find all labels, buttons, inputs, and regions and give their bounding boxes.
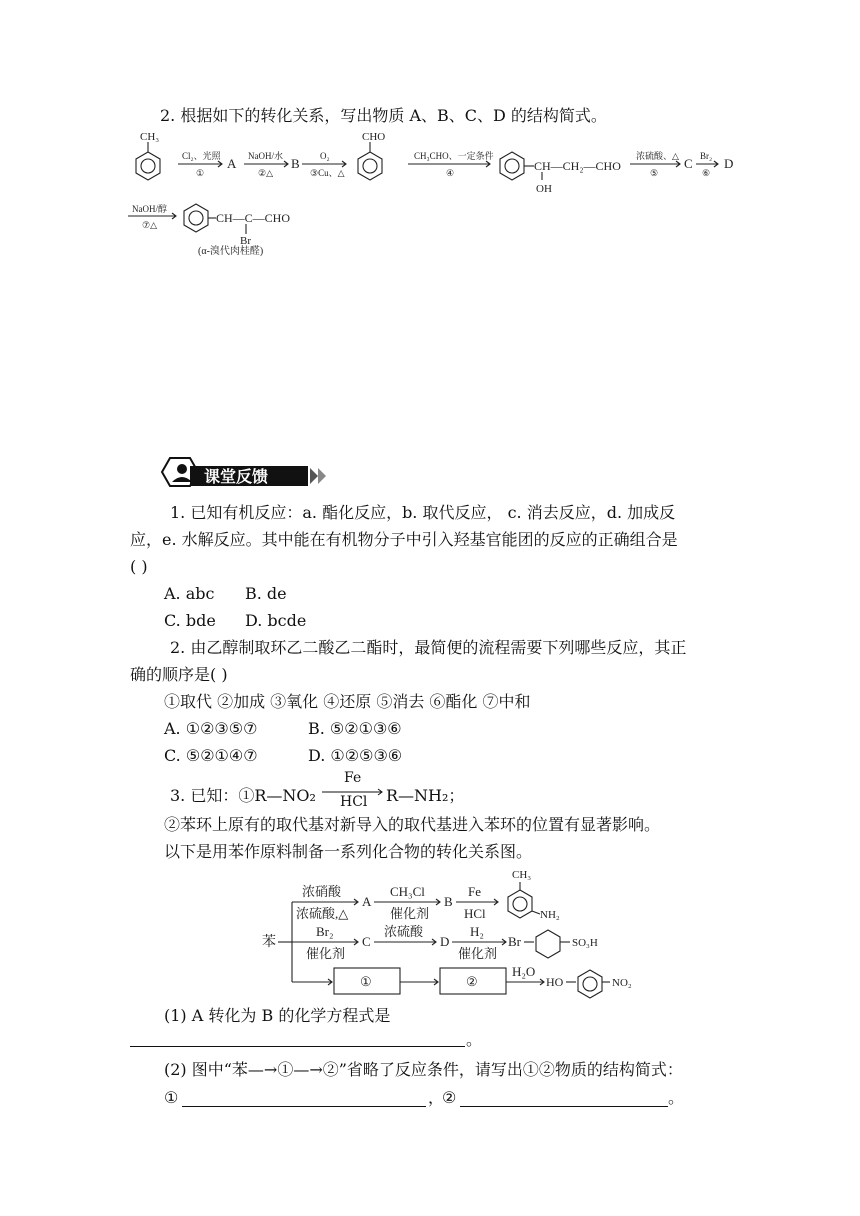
fq1-line1: 1. 已知有机反应：a. 酯化反应，b. 取代反应， c. 消去反应，d. 加成反 [170,503,676,522]
svg-text:④: ④ [446,168,455,178]
svg-text:A: A [362,894,372,909]
phenyl-ring-icon [500,152,524,180]
svg-text:C: C [684,156,693,171]
svg-text:⑦△: ⑦△ [142,220,157,230]
fq3-known-suffix: R—NH₂； [386,786,465,805]
svg-text:SO₃H: SO₃H [572,937,598,949]
svg-text:NaOH/醇: NaOH/醇 [132,204,167,214]
svg-text:②: ② [466,974,478,989]
feedback-title: 课堂反馈 [204,467,269,486]
svg-text:催化剂: 催化剂 [458,946,498,961]
cyclohexane-ring-icon [536,930,560,958]
svg-text:苯: 苯 [262,935,276,950]
svg-text:D: D [440,934,450,949]
fq3-known2: ②苯环上原有的取代基对新导入的取代基进入苯环的位置有显著影响。 [164,815,661,834]
svg-text:CHO: CHO [362,131,386,143]
fq3-blank1-label: ① [164,1088,179,1107]
svg-text:Br: Br [240,235,251,247]
fq2-reactions: ①取代 ②加成 ③氧化 ④还原 ⑤消去 ⑥酯化 ⑦中和 [164,692,531,711]
benzaldehyde-ring-icon [358,152,382,180]
svg-text:Br₂: Br₂ [316,924,334,939]
svg-text:B: B [444,894,453,909]
fq1-line2: 应，e. 水解反应。其中能在有机物分子中引入羟基官能团的反应的正确组合是 [130,530,678,549]
svg-text:Cl₂、光照: Cl₂、光照 [182,151,221,161]
fq3-fe-label: Fe [344,770,362,786]
svg-text:Fe: Fe [468,884,481,899]
fq3-period: 。 [466,1030,483,1049]
svg-text:CH₃: CH₃ [512,869,532,881]
svg-text:Br₂: Br₂ [700,151,713,161]
svg-text:⑤: ⑤ [650,168,659,178]
toluidine-ring-icon [508,890,532,918]
fq3-intro: 以下是用苯作原料制备一系列化合物的转化关系图。 [164,842,533,861]
svg-text:NH₂: NH₂ [540,909,560,921]
svg-text:催化剂: 催化剂 [390,906,430,921]
fq3-sub2: (2) 图中“苯—→①—→②”省略了反应条件，请写出①②物质的结构简式： [164,1060,683,1079]
svg-text:CH₃CHO、一定条件: CH₃CHO、一定条件 [414,151,494,161]
svg-text:CH—CH₂—CHO: CH—CH₂—CHO [534,159,621,173]
svg-text:HO: HO [546,975,564,989]
svg-text:H₂: H₂ [470,924,484,939]
fq3-reaction-scheme [0,862,860,1000]
svg-text:⑥: ⑥ [702,168,711,178]
fq3-sub1: (1) A 转化为 B 的化学方程式是 [164,1006,391,1025]
fq1-line3: ( ) [130,557,148,576]
svg-text:NaOH/水: NaOH/水 [248,151,283,161]
fq2-option-c: C. ⑤②①④⑦ [164,746,258,765]
fq3-hcl-label: HCl [340,794,368,810]
svg-text:(α-溴代肉桂醛): (α-溴代肉桂醛) [198,246,264,257]
svg-text:CH₃Cl: CH₃Cl [390,884,425,899]
svg-text:Br: Br [508,934,521,949]
fq2-option-b: B. ⑤②①③⑥ [308,719,402,738]
svg-text:HCl: HCl [464,906,486,921]
fq2-line2: 确的顺序是( ) [130,665,228,684]
fq3-answer1-blank[interactable] [130,1032,465,1047]
fq2-line1: 2. 由乙醇制取环乙二酸乙二酯时，最简便的流程需要下列哪些反应，其正 [170,638,687,657]
feedback-header [160,456,330,490]
svg-text:②△: ②△ [258,168,273,178]
svg-text:浓硝酸: 浓硝酸 [302,884,342,899]
fq1-option-a: A. abc [164,584,215,603]
svg-text:③Cu、△: ③Cu、△ [310,168,345,178]
fq2-option-a: A. ①②③⑤⑦ [164,719,258,738]
svg-text:A: A [227,156,237,171]
svg-text:催化剂: 催化剂 [306,946,346,961]
svg-text:O₂: O₂ [320,151,330,161]
fq2-option-d: D. ①②⑤③⑥ [308,746,403,765]
svg-text:CH—C—CHO: CH—C—CHO [216,211,291,225]
svg-text:NO₂: NO₂ [612,977,632,989]
svg-text:OH: OH [536,183,552,195]
fq3-answer3-blank[interactable] [460,1092,668,1107]
svg-text:D: D [724,156,734,171]
fq1-option-c: C. bde [164,611,216,630]
product-ring-icon [184,204,208,232]
fq3-answer2-blank[interactable] [182,1092,426,1107]
fq3-comma: ， [428,1088,445,1107]
fq1-option-d: D. bcde [245,611,307,630]
q2-reaction-scheme [0,126,860,266]
svg-text:①: ① [196,168,205,178]
fq3-known-prefix: 3. 已知：①R—NO₂ [170,786,316,805]
svg-text:H₂O: H₂O [512,964,536,979]
fq3-blank2-label: ② [442,1088,457,1107]
fq1-option-b: B. de [245,584,287,603]
toluene-ring-icon [136,152,160,180]
q2-stem: 2. 根据如下的转化关系，写出物质 A、B、C、D 的结构简式。 [160,106,607,125]
svg-text:C: C [362,934,371,949]
svg-text:B: B [291,156,300,171]
svg-text:浓硫酸: 浓硫酸 [384,924,424,939]
fq3-period2: 。 [668,1088,685,1107]
svg-text:浓硫酸、△: 浓硫酸、△ [636,151,679,161]
svg-text:①: ① [360,974,372,989]
toluene-ch3: CH₃ [140,131,160,143]
nitrophenol-ring-icon [578,970,602,998]
svg-text:浓硫酸,△: 浓硫酸,△ [296,906,349,921]
